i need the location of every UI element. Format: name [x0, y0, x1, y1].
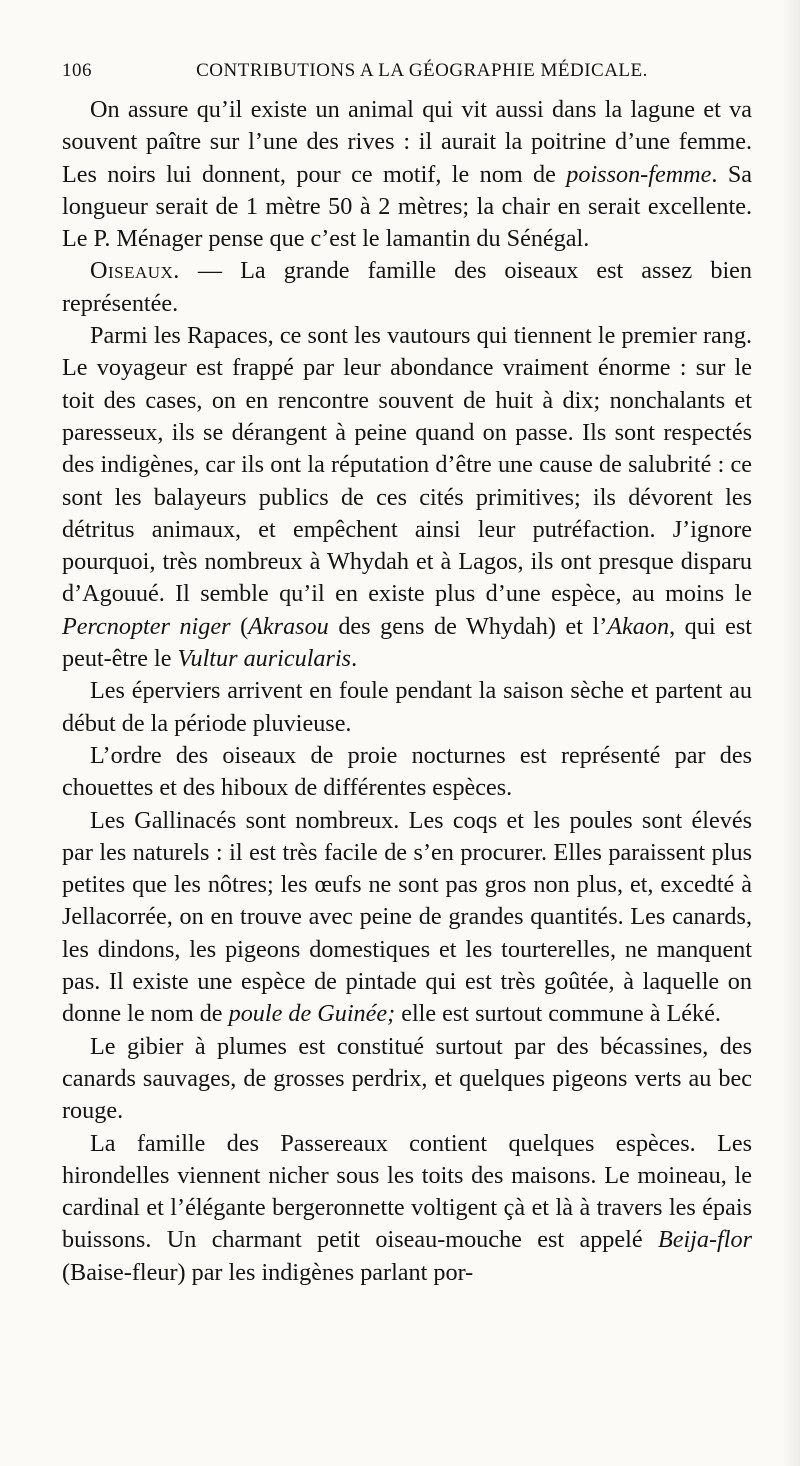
- text-run: , qui est peut-être le: [62, 612, 753, 673]
- text-run: .: [351, 645, 358, 673]
- paragraph: [62, 1128, 752, 1289]
- text-run: Les Gallinacés sont nombreux. Les coqs et les poules sont élevés par les naturels : il est très facile de s’en procurer. Elles paraissent plus petites que les nôtres; les œufs ne sont pas gros non plus, et, excedté à Jellacorrée, on en trouve avec peine de grandes quantités. Les canards, les dindons, les pigeons domestiques et les tourterelles, ne manquent pas. Il existe une espèce de pintade qui est très goûtée, à laquelle on donne le nom de: [62, 806, 752, 1028]
- text-run: Le gibier à plumes est constitué surtout par des bécassines, des canards sauvages, de grosses perdrix, et quelques pigeons verts au bec rouge.: [62, 1032, 752, 1125]
- paragraph: [62, 255, 752, 320]
- text-run: (: [230, 612, 249, 640]
- paragraph: [62, 675, 752, 740]
- text-run: — La grande famille des oiseaux est assez bien représentée.: [62, 257, 752, 317]
- section-heading: Oiseaux.: [90, 257, 180, 285]
- paragraph: [62, 740, 752, 805]
- text-run: . Sa longueur serait de 1 mètre 50 à 2 mètres; la chair en serait excellente. Le P. Ménager pense que c’est le lamantin du Sénégal.: [62, 160, 752, 253]
- text-run: On assure qu’il existe un animal qui vit aussi dans la lagune et va souvent paître sur l’une des rives : il aurait la poitrine d’une femme. Les noirs lui donnent, pour ce motif, le nom de: [62, 96, 752, 188]
- text-run: Les éperviers arrivent en foule pendant la saison sèche et partent au début de la période pluvieuse.: [62, 677, 752, 737]
- page-gutter-shadow: [782, 0, 800, 1466]
- italic-term: Beija-flor: [657, 1226, 752, 1254]
- text-run: La famille des Passereaux contient quelques espèces. Les hirondelles viennent nicher sous les toits des maisons. Le moineau, le cardinal et l’élégante bergeronnette voltigent çà et là à travers les épais buissons. Un charmant petit oiseau-mouche est appelé: [62, 1129, 752, 1254]
- italic-term: Akrasou: [248, 612, 329, 640]
- paragraph: [62, 94, 752, 255]
- text-run: L’ordre des oiseaux de proie nocturnes est représenté par des chouettes et des hiboux de différentes espèces.: [62, 741, 752, 802]
- italic-term: poisson-femme: [566, 160, 712, 188]
- italic-term: Vultur auricularis: [177, 645, 352, 673]
- text-run: Parmi les Rapaces, ce sont les vautours qui tiennent le premier rang. Le voyageur est frappé par leur abondance vraiment énorme : sur le toit des cases, on en rencontre souvent de huit à dix; nonchalants et paresseux, ils se dérangent à peine quand on passe. Ils sont respectés des indigènes, car ils ont la réputation d’être une cause de salubrité : ce sont les balayeurs publics de ces cités primitives; ils dévorent les détritus animaux, et empêchent ainsi leur putréfaction. J’ignore pourquoi, très nombreux à Whydah et à Lagos, ils ont presque disparu d’Agouué. Il semble qu’il en existe plus d’une espèce, au moins le: [62, 322, 752, 608]
- page-body: [62, 94, 752, 1289]
- paragraph: [62, 805, 752, 1031]
- text-run: des gens de Whydah) et l’: [328, 612, 608, 640]
- text-run: elle est surtout commune à Léké.: [395, 1000, 721, 1028]
- page-header: [62, 60, 742, 88]
- paragraph: [62, 320, 752, 675]
- italic-term: Akaon: [607, 612, 670, 640]
- italic-term: Percnopter niger: [62, 612, 231, 640]
- page-number: 106: [62, 60, 92, 81]
- paragraph: [62, 1031, 752, 1128]
- text-run: (Baise-fleur) par les indigènes parlant por-: [62, 1258, 474, 1286]
- italic-term: poule de Guinée;: [228, 1000, 396, 1028]
- running-title: CONTRIBUTIONS A LA GÉOGRAPHIE MÉDICALE.: [196, 60, 648, 81]
